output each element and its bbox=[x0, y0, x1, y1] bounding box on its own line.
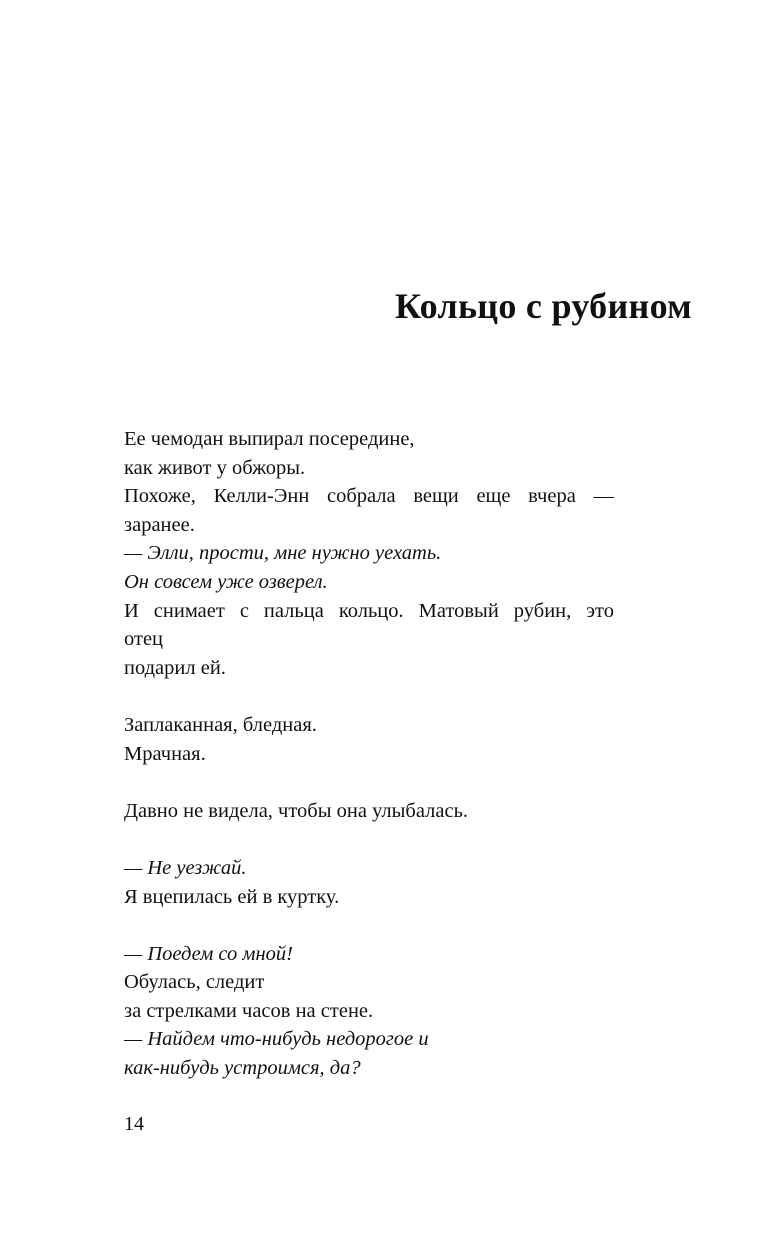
stanza-break bbox=[124, 768, 624, 797]
text-line: Обулась, следит bbox=[124, 971, 265, 994]
poem-body bbox=[124, 425, 624, 1083]
chapter-title: Кольцо с рубином bbox=[395, 286, 692, 326]
dialogue-line: — Элли, прости, мне нужно уехать. bbox=[124, 542, 442, 565]
text-line: И снимает с пальца кольцо. Матовый рубин, это bbox=[124, 599, 614, 622]
text-line: Мрачная. bbox=[124, 742, 206, 765]
text-line: подарил ей. bbox=[124, 656, 226, 679]
text-line: Я вцепилась ей в куртку. bbox=[124, 885, 340, 908]
text-line: Похоже, Келли-Энн собрала вещи еще вчера — bbox=[124, 485, 614, 508]
text-line: заранее. bbox=[124, 513, 195, 536]
dialogue-line: как-нибудь устроимся, да? bbox=[124, 1057, 361, 1080]
text-line: Давно не видела, чтобы она улыбалась. bbox=[124, 799, 469, 822]
text-line: Ее чемодан выпирал посередине, bbox=[124, 428, 415, 450]
text-line: как живот у обжоры. bbox=[124, 456, 306, 479]
dialogue-line: — Поедем со мной! bbox=[124, 942, 293, 965]
text-line: отец bbox=[124, 628, 164, 651]
stanza-break bbox=[124, 825, 624, 854]
stanza-break bbox=[124, 682, 624, 711]
dialogue-line: — Не уезжай. bbox=[124, 856, 247, 879]
text-line: Заплаканная, бледная. bbox=[124, 713, 317, 736]
dialogue-line: Он совсем уже озверел. bbox=[124, 570, 328, 593]
stanza-break bbox=[124, 911, 624, 940]
page-number: 14 bbox=[124, 1113, 144, 1135]
dialogue-line: — Найдем что-нибудь недорогое и bbox=[124, 1028, 429, 1051]
text-line: за стрелками часов на стене. bbox=[124, 999, 374, 1022]
